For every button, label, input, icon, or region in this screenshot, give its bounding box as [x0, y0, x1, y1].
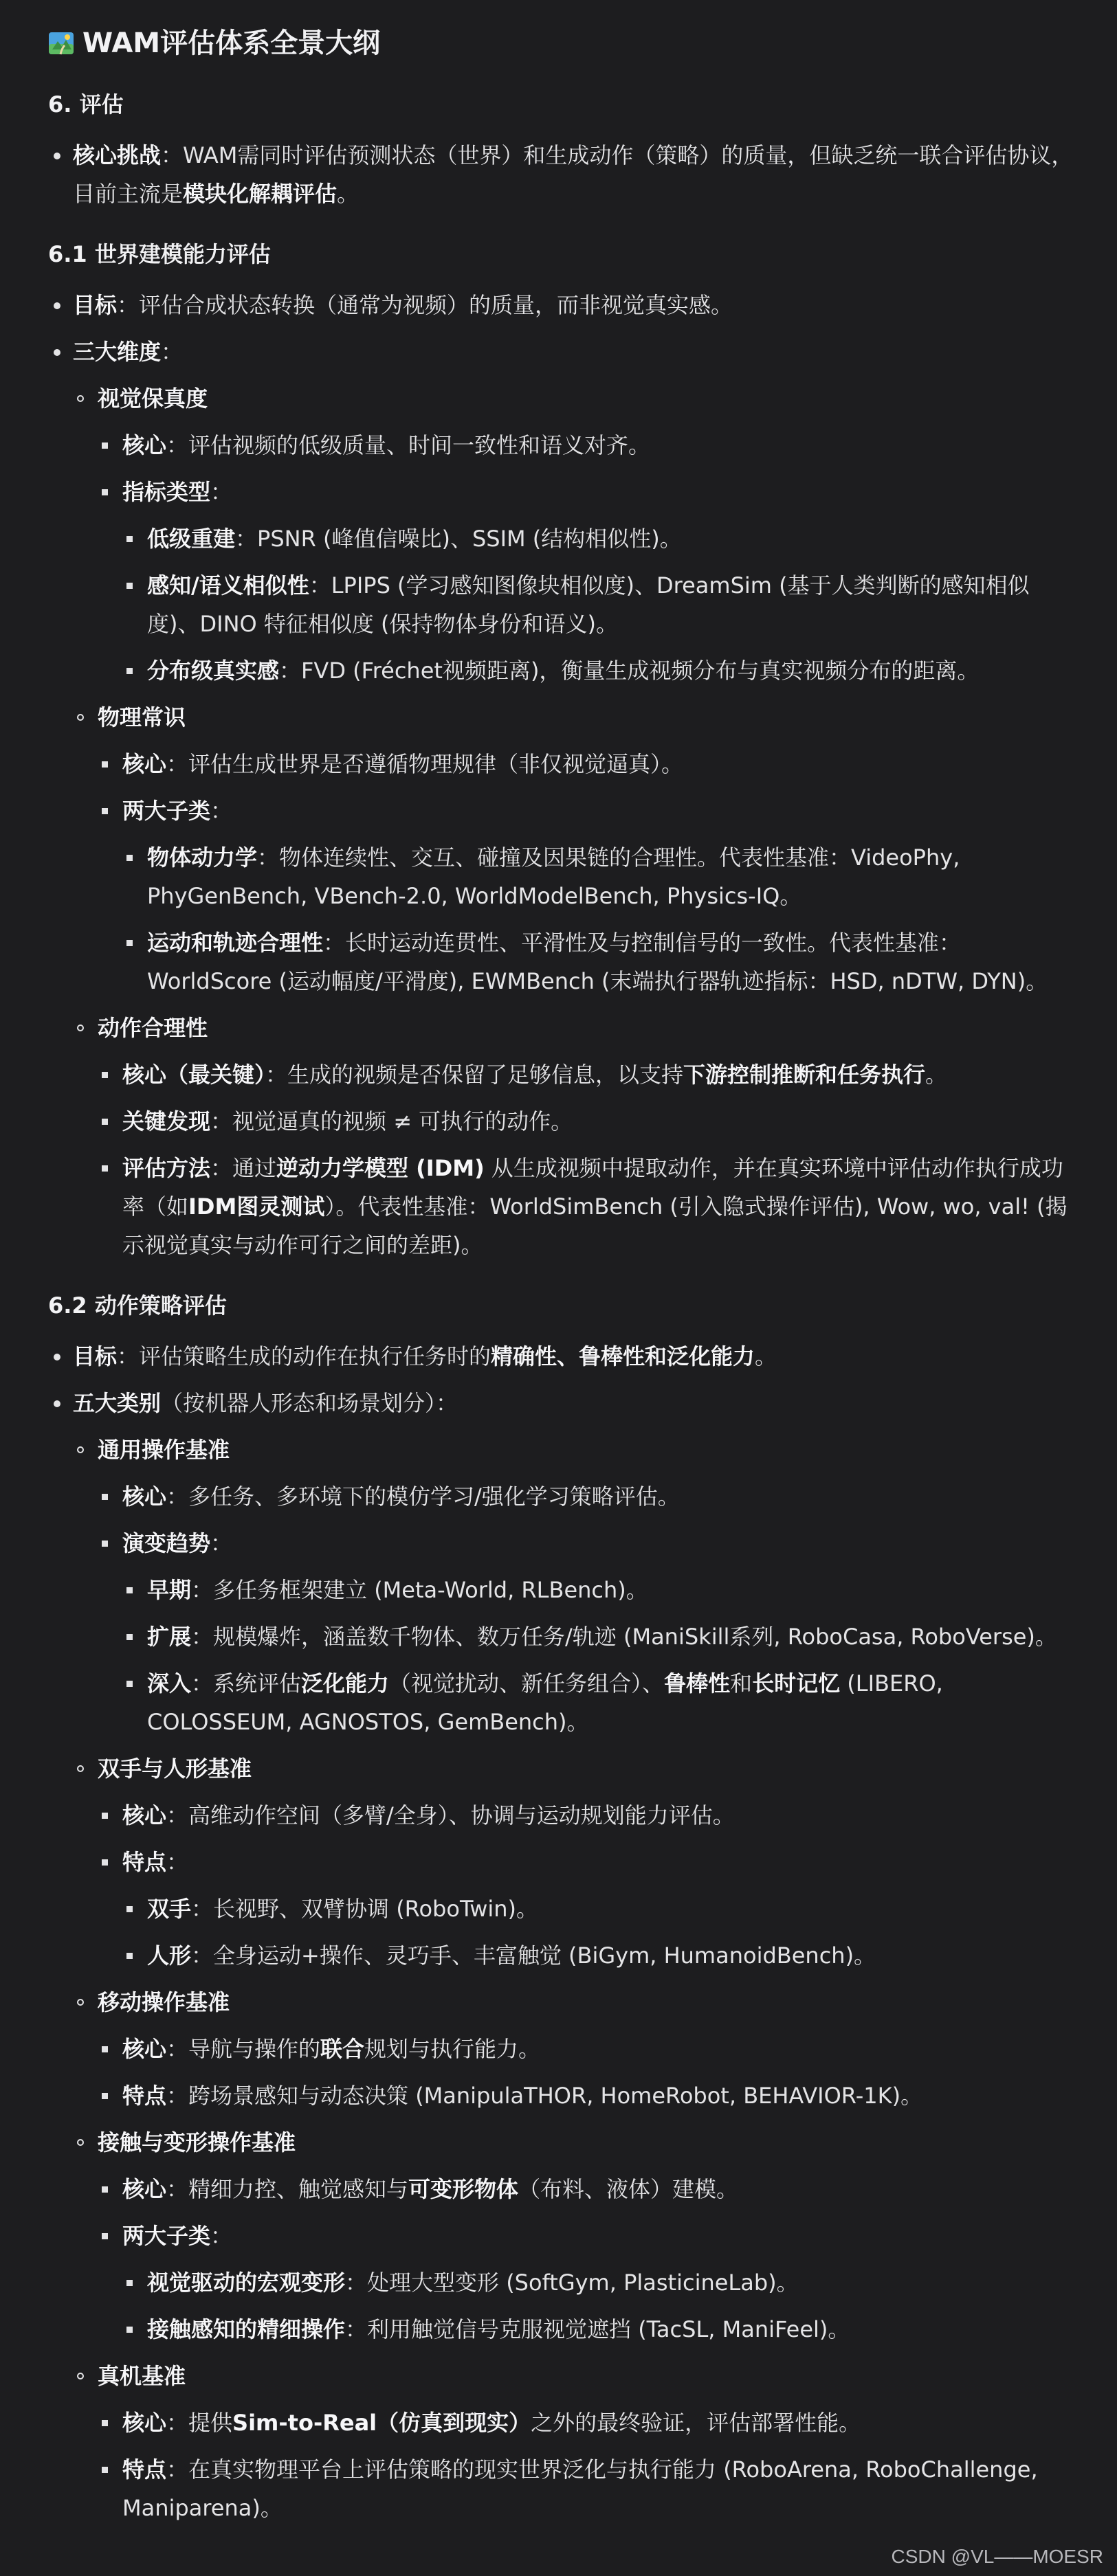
map-icon — [48, 23, 74, 47]
list-item: 核心：精细力控、触觉感知与可变形物体（布料、液体）建模。 — [48, 2170, 1079, 2208]
list-item: 演变趋势： — [48, 1524, 1079, 1563]
list-item: 真机基准 — [48, 2357, 1079, 2395]
list-item: 分布级真实感：FVD (Fréchet视频距离)，衡量生成视频分布与真实视频分布的距离。 — [48, 651, 1079, 690]
list-item: 深入：系统评估泛化能力（视觉扰动、新任务组合）、鲁棒性和长时记忆 (LIBERO, COLOSSEUM, AGNOSTOS, GemBench)。 — [48, 1664, 1079, 1741]
section-6-1-heading: 6.1 世界建模能力评估 — [48, 241, 271, 267]
list-item: 核心：高维动作空间（多臂/全身）、协调与运动规划能力评估。 — [48, 1796, 1079, 1835]
list-item: 双手：长视野、双臂协调 (RoboTwin)。 — [48, 1890, 1079, 1928]
list-item: 核心挑战：WAM需同时评估预测状态（世界）和生成动作（策略）的质量，但缺乏统一联合评估协议，目前主流是模块化解耦评估。 — [48, 136, 1079, 213]
list-item: 低级重建：PSNR (峰值信噪比)、SSIM (结构相似性)。 — [48, 519, 1079, 558]
list-item: 三大维度： — [48, 333, 1079, 371]
section-6-2-list — [48, 1337, 1079, 2527]
list-item: 核心：多任务、多环境下的模仿学习/强化学习策略评估。 — [48, 1477, 1079, 1516]
list-item: 关键发现：视觉逼真的视频 ≠ 可执行的动作。 — [48, 1102, 1079, 1141]
section-6-list — [48, 136, 1079, 213]
document — [48, 21, 1079, 2535]
section-6-heading: 6. 评估 — [48, 91, 124, 117]
list-item: 移动操作基准 — [48, 1983, 1079, 2021]
list-item: 核心：评估生成世界是否遵循物理规律（非仅视觉逼真）。 — [48, 745, 1079, 783]
list-item: 评估方法：通过逆动力学模型 (IDM) 从生成视频中提取动作，并在真实环境中评估动作执行成功率（如IDM图灵测试）。代表性基准：WorldSimBench (引入隐式操作评估), Wow, wo, val! (揭示视觉真实与动作可行之间的差距)。 — [48, 1149, 1079, 1264]
list-item: 核心：导航与操作的联合规划与执行能力。 — [48, 2030, 1079, 2068]
list-item: 特点：跨场景感知与动态决策 (ManipulaTHOR, HomeRobot, BEHAVIOR-1K)。 — [48, 2076, 1079, 2115]
list-item: 核心：评估视频的低级质量、时间一致性和语义对齐。 — [48, 426, 1079, 464]
list-item: 两大子类： — [48, 792, 1079, 830]
list-item: 视觉保真度 — [48, 379, 1079, 418]
list-item: 感知/语义相似性：LPIPS (学习感知图像块相似度)、DreamSim (基于人类判断的感知相似度)、DINO 特征相似度 (保持物体身份和语义)。 — [48, 566, 1079, 643]
watermark: CSDN @VL——MOESR — [891, 2546, 1103, 2567]
list-item: 双手与人形基准 — [48, 1749, 1079, 1788]
list-item: 运动和轨迹合理性：长时运动连贯性、平滑性及与控制信号的一致性。代表性基准：WorldScore (运动幅度/平滑度), EWMBench (末端执行器轨迹指标：HSD, nDTW, DYN)。 — [48, 923, 1079, 1000]
list-item: 目标：评估合成状态转换（通常为视频）的质量，而非视觉真实感。 — [48, 286, 1079, 324]
list-item: 物理常识 — [48, 698, 1079, 737]
list-item: 特点：在真实物理平台上评估策略的现实世界泛化与执行能力 (RoboArena, RoboChallenge, Maniparena)。 — [48, 2450, 1079, 2527]
list-item: 人形：全身运动+操作、灵巧手、丰富触觉 (BiGym, HumanoidBench)。 — [48, 1936, 1079, 1975]
list-item: 接触与变形操作基准 — [48, 2123, 1079, 2162]
list-item: 五大类别（按机器人形态和场景划分）： — [48, 1384, 1079, 1422]
list-item: 视觉驱动的宏观变形：处理大型变形 (SoftGym, PlasticineLab)。 — [48, 2263, 1079, 2302]
section-6-1-list — [48, 286, 1079, 1264]
list-item: 两大子类： — [48, 2217, 1079, 2255]
list-item: 特点： — [48, 1843, 1079, 1881]
list-item: 指标类型： — [48, 473, 1079, 511]
list-item: 动作合理性 — [48, 1009, 1079, 1047]
page-title — [48, 21, 1079, 66]
list-item: 早期：多任务框架建立 (Meta-World, RLBench)。 — [48, 1571, 1079, 1609]
list-item: 通用操作基准 — [48, 1431, 1079, 1469]
list-item: 物体动力学：物体连续性、交互、碰撞及因果链的合理性。代表性基准：VideoPhy, PhyGenBench, VBench-2.0, WorldModelBench, Physics-IQ。 — [48, 838, 1079, 915]
list-item: 接触感知的精细操作：利用触觉信号克服视觉遮挡 (TacSL, ManiFeel)。 — [48, 2310, 1079, 2349]
list-item: 扩展：规模爆炸，涵盖数千物体、数万任务/轨迹 (ManiSkill系列, RoboCasa, RoboVerse)。 — [48, 1617, 1079, 1656]
list-item: 核心：提供Sim-to-Real（仿真到现实）之外的最终验证，评估部署性能。 — [48, 2404, 1079, 2442]
section-6-2-heading: 6.2 动作策略评估 — [48, 1292, 227, 1319]
list-item: 目标：评估策略生成的动作在执行任务时的精确性、鲁棒性和泛化能力。 — [48, 1337, 1079, 1376]
list-item: 核心（最关键）：生成的视频是否保留了足够信息，以支持下游控制推断和任务执行。 — [48, 1055, 1079, 1094]
title-text: WAM评估体系全景大纲 — [82, 27, 381, 59]
